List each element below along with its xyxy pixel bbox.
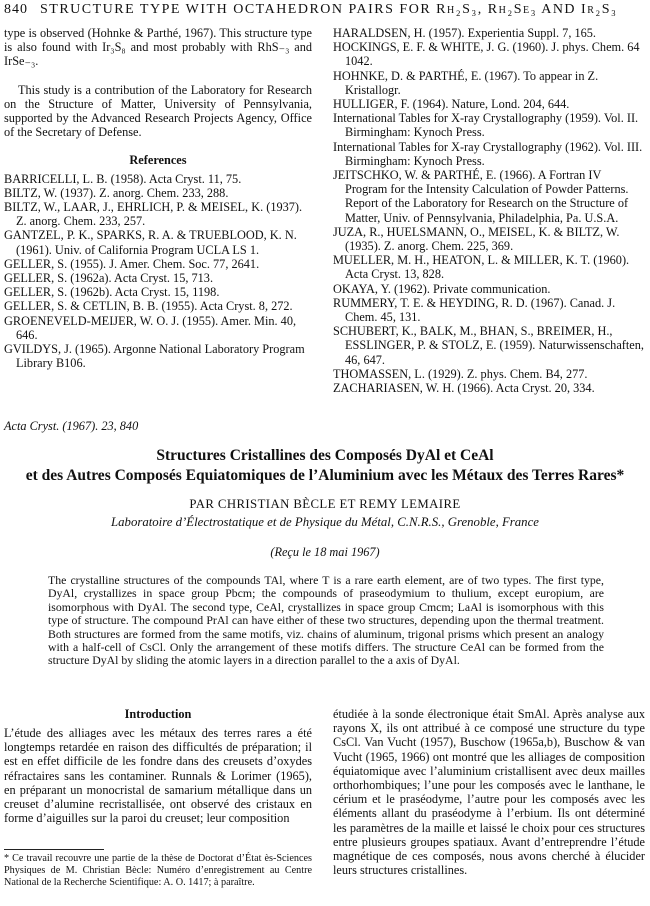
reference-item: GANTZEL, P. K., SPARKS, R. A. & TRUEBLOOD, K. N. (1961). Univ. of California Program UCLA LS 1. — [4, 228, 297, 257]
reference-item: GELLER, S. (1962b). Acta Cryst. 15, 1198. — [4, 285, 220, 300]
reference-item: OKAYA, Y. (1962). Private communication. — [333, 281, 551, 296]
reference-item: GELLER, S. (1955). J. Amer. Chem. Soc. 77, 2641. — [4, 256, 260, 271]
references-right-list — [333, 26, 645, 395]
reference-item: GELLER, S. (1962a). Acta Cryst. 15, 713. — [4, 271, 214, 286]
references-left-list — [4, 172, 312, 371]
reference-item: HARALDSEN, H. (1957). Experientia Suppl. 7, 165. — [333, 26, 596, 40]
page-number: 840 — [4, 2, 28, 17]
abstract: The crystalline structures of the compounds TAl, where T is a rare earth element, are of two types. The first type, DyAl, crystallizes in space group Pbcm; the compounds of praseodymium to thulium, except europium, are isomorphous with DyAl. The second type, CeAl, crystallizes in space group Cmcm; LaAl is isomorphous with this type of structure. The compound PrAl can have either of these two structures, depending upon the thermal treatment. Both structures are formed from the same motifs, viz. chains of aluminum, trigonal prisms which present an analogy with a half-cell of CsCl. Only the arrangement of these motifs differs. The structure CeAl can be formed from the structure DyAl by sliding the atomic layers in a direction parallel to the a axis of DyAl. — [48, 573, 604, 668]
section-title-introduction: Introduction — [124, 707, 192, 721]
reference-item: ZACHARIASEN, W. H. (1966). Acta Cryst. 20, 334. — [333, 381, 595, 396]
intro-left-column: L’étude des alliages avec les métaux des terres rares a été longtemps retardée en raison des difficultés de préparation; il est en effet difficile de les fondre dans des creusets d’oxydes réfractaires sans les contaminer. Runnals & Lorimer (1965), en préparant un monocristal de samarium métallique dans un creuset d’alumine recristallisée, ont observé des cristaux en forme d’aiguilles sur la paroi du creuset; leur composition — [4, 726, 312, 826]
running-header — [0, 2, 650, 22]
journal-citation: Acta Cryst. (1967). 23, 840 — [4, 419, 139, 433]
reference-item: GELLER, S. & CETLIN, B. B. (1955). Acta Cryst. 8, 272. — [4, 299, 293, 314]
reference-item: JUZA, R., HUELSMANN, O., MEISEL, K. & BILTZ, W. (1935). Z. anorg. Chem. 225, 369. — [333, 224, 620, 254]
reference-item: SCHUBERT, K., BALK, M., BHAN, S., BREIMER, H., ESSLINGER, P. & STOLZ, E. (1959). Naturwissenschaften, 46, 647. — [333, 324, 644, 367]
reference-item: BILTZ, W. (1937). Z. anorg. Chem. 233, 288. — [4, 185, 229, 200]
article-title-line-1: Structures Cristallines des Composés DyAl et CeAl — [156, 447, 494, 464]
reference-item: GVILDYS, J. (1965). Argonne National Laboratory Program Library B106. — [4, 342, 305, 371]
reference-item: BARRICELLI, L. B. (1958). Acta Cryst. 11, 75. — [4, 171, 242, 186]
reference-item: JEITSCHKO, W. & PARTHÉ, E. (1966). A Fortran IV Program for the Intensity Calculation of Powder Patterns. Report of the Laboratory for Research on the Structure of Matter, Univ. of Pennsylvania, Philadelphia, Pa. U.S.A. — [333, 168, 629, 225]
received-date: (Reçu le 18 mai 1967) — [270, 545, 380, 559]
reference-item: GROENEVELD-MEIJER, W. O. J. (1955). Amer. Min. 40, 646. — [4, 313, 297, 342]
reference-item: HULLIGER, F. (1964). Nature, Lond. 204, 644. — [333, 97, 570, 112]
reference-item: HOHNKE, D. & PARTHÉ, E. (1967). To appear in Z. Kristallogr. — [333, 68, 599, 97]
reference-item: HOCKINGS, E. F. & WHITE, J. G. (1960). J. phys. Chem. 64 1042. — [333, 40, 640, 69]
reference-item: BILTZ, W., LAAR, J., EHRLICH, P. & MEISEL, K. (1937). Z. anorg. Chem. 233, 257. — [4, 200, 303, 229]
reference-item: International Tables for X-ray Crystallography (1959). Vol. II. Birmingham: Kynoch Press. — [333, 111, 639, 140]
reference-item: International Tables for X-ray Crystallography (1962). Vol. III. Birmingham: Kynoch Press. — [333, 139, 643, 168]
references-title: References — [129, 153, 187, 168]
acknowledgement: This study is a contribution of the Laboratory for Research on the Structure of Matter, University of Pennsylvania, supported by the Advanced Research Projects Agency, Office of the Secretary of Defense. — [4, 82, 312, 140]
affiliation: Laboratoire d’Électrostatique et de Physique du Métal, C.N.R.S., Grenoble, France — [111, 515, 539, 529]
prev-article-left-column — [4, 26, 312, 370]
reference-item: THOMASSEN, L. (1929). Z. phys. Chem. B4, 277. — [333, 366, 588, 381]
reference-item: RUMMERY, T. E. & HEYDING, R. D. (1967). Canad. J. Chem. 45, 131. — [333, 295, 616, 325]
reference-item: MUELLER, M. H., HEATON, L. & MILLER, K. T. (1960). Acta Cryst. 13, 828. — [333, 253, 630, 282]
prev-article-continuation: type is observed (Hohnke & Parthé, 1967). This structure type is also found with Ir₃S₈ and most probably with RhS₋₃ and IrSe₋₃. — [4, 26, 312, 69]
footnote: * Ce travail recouvre une partie de la thèse de Doctorat d’État ès-Sciences Physiques de M. Christian Bècle: Numéro d’enregistrement au Centre National de la Recherche Scientifique: A. O. 1417; à paraître. — [4, 853, 312, 888]
footnote-rule — [4, 849, 104, 850]
running-title: STRUCTURE TYPE WITH OCTAHEDRON PAIRS FOR Rh₂S₃, Rh₂Se₃ AND Ir₂S₃ — [40, 2, 618, 17]
article-title-line-2: et des Autres Composés Equiatomiques de l’Aluminium avec les Métaux des Terres Rares* — [25, 467, 625, 484]
authors: PAR CHRISTIAN BÈCLE ET REMY LEMAIRE — [189, 497, 461, 511]
intro-right-column: étudiée à la sonde électronique était SmAl. Après analyse aux rayons X, ils ont attribué à ce composé une structure du type CsCl. Van Vucht (1957), Buschow (1965a,b), Buschow & van Vucht (1965, 1966) ont montré que les alliages de composition équiatomique avec l’aluminium cristallisent avec deux mailles orthorhombiques; l’une pour les composés avec le lanthane, le cérium et le praséodyme, l’autre pour les composés avec les éléments allant du praséodyme à l’erbium. Ils ont déterminé les paramètres de la maille et laissé le choix pour ces structures entre plusieurs groupes spatiaux. Avant d’entreprendre l’étude magnétique de ces composés, nous avons cherché à élucider leurs structures cristallines. — [333, 707, 645, 878]
